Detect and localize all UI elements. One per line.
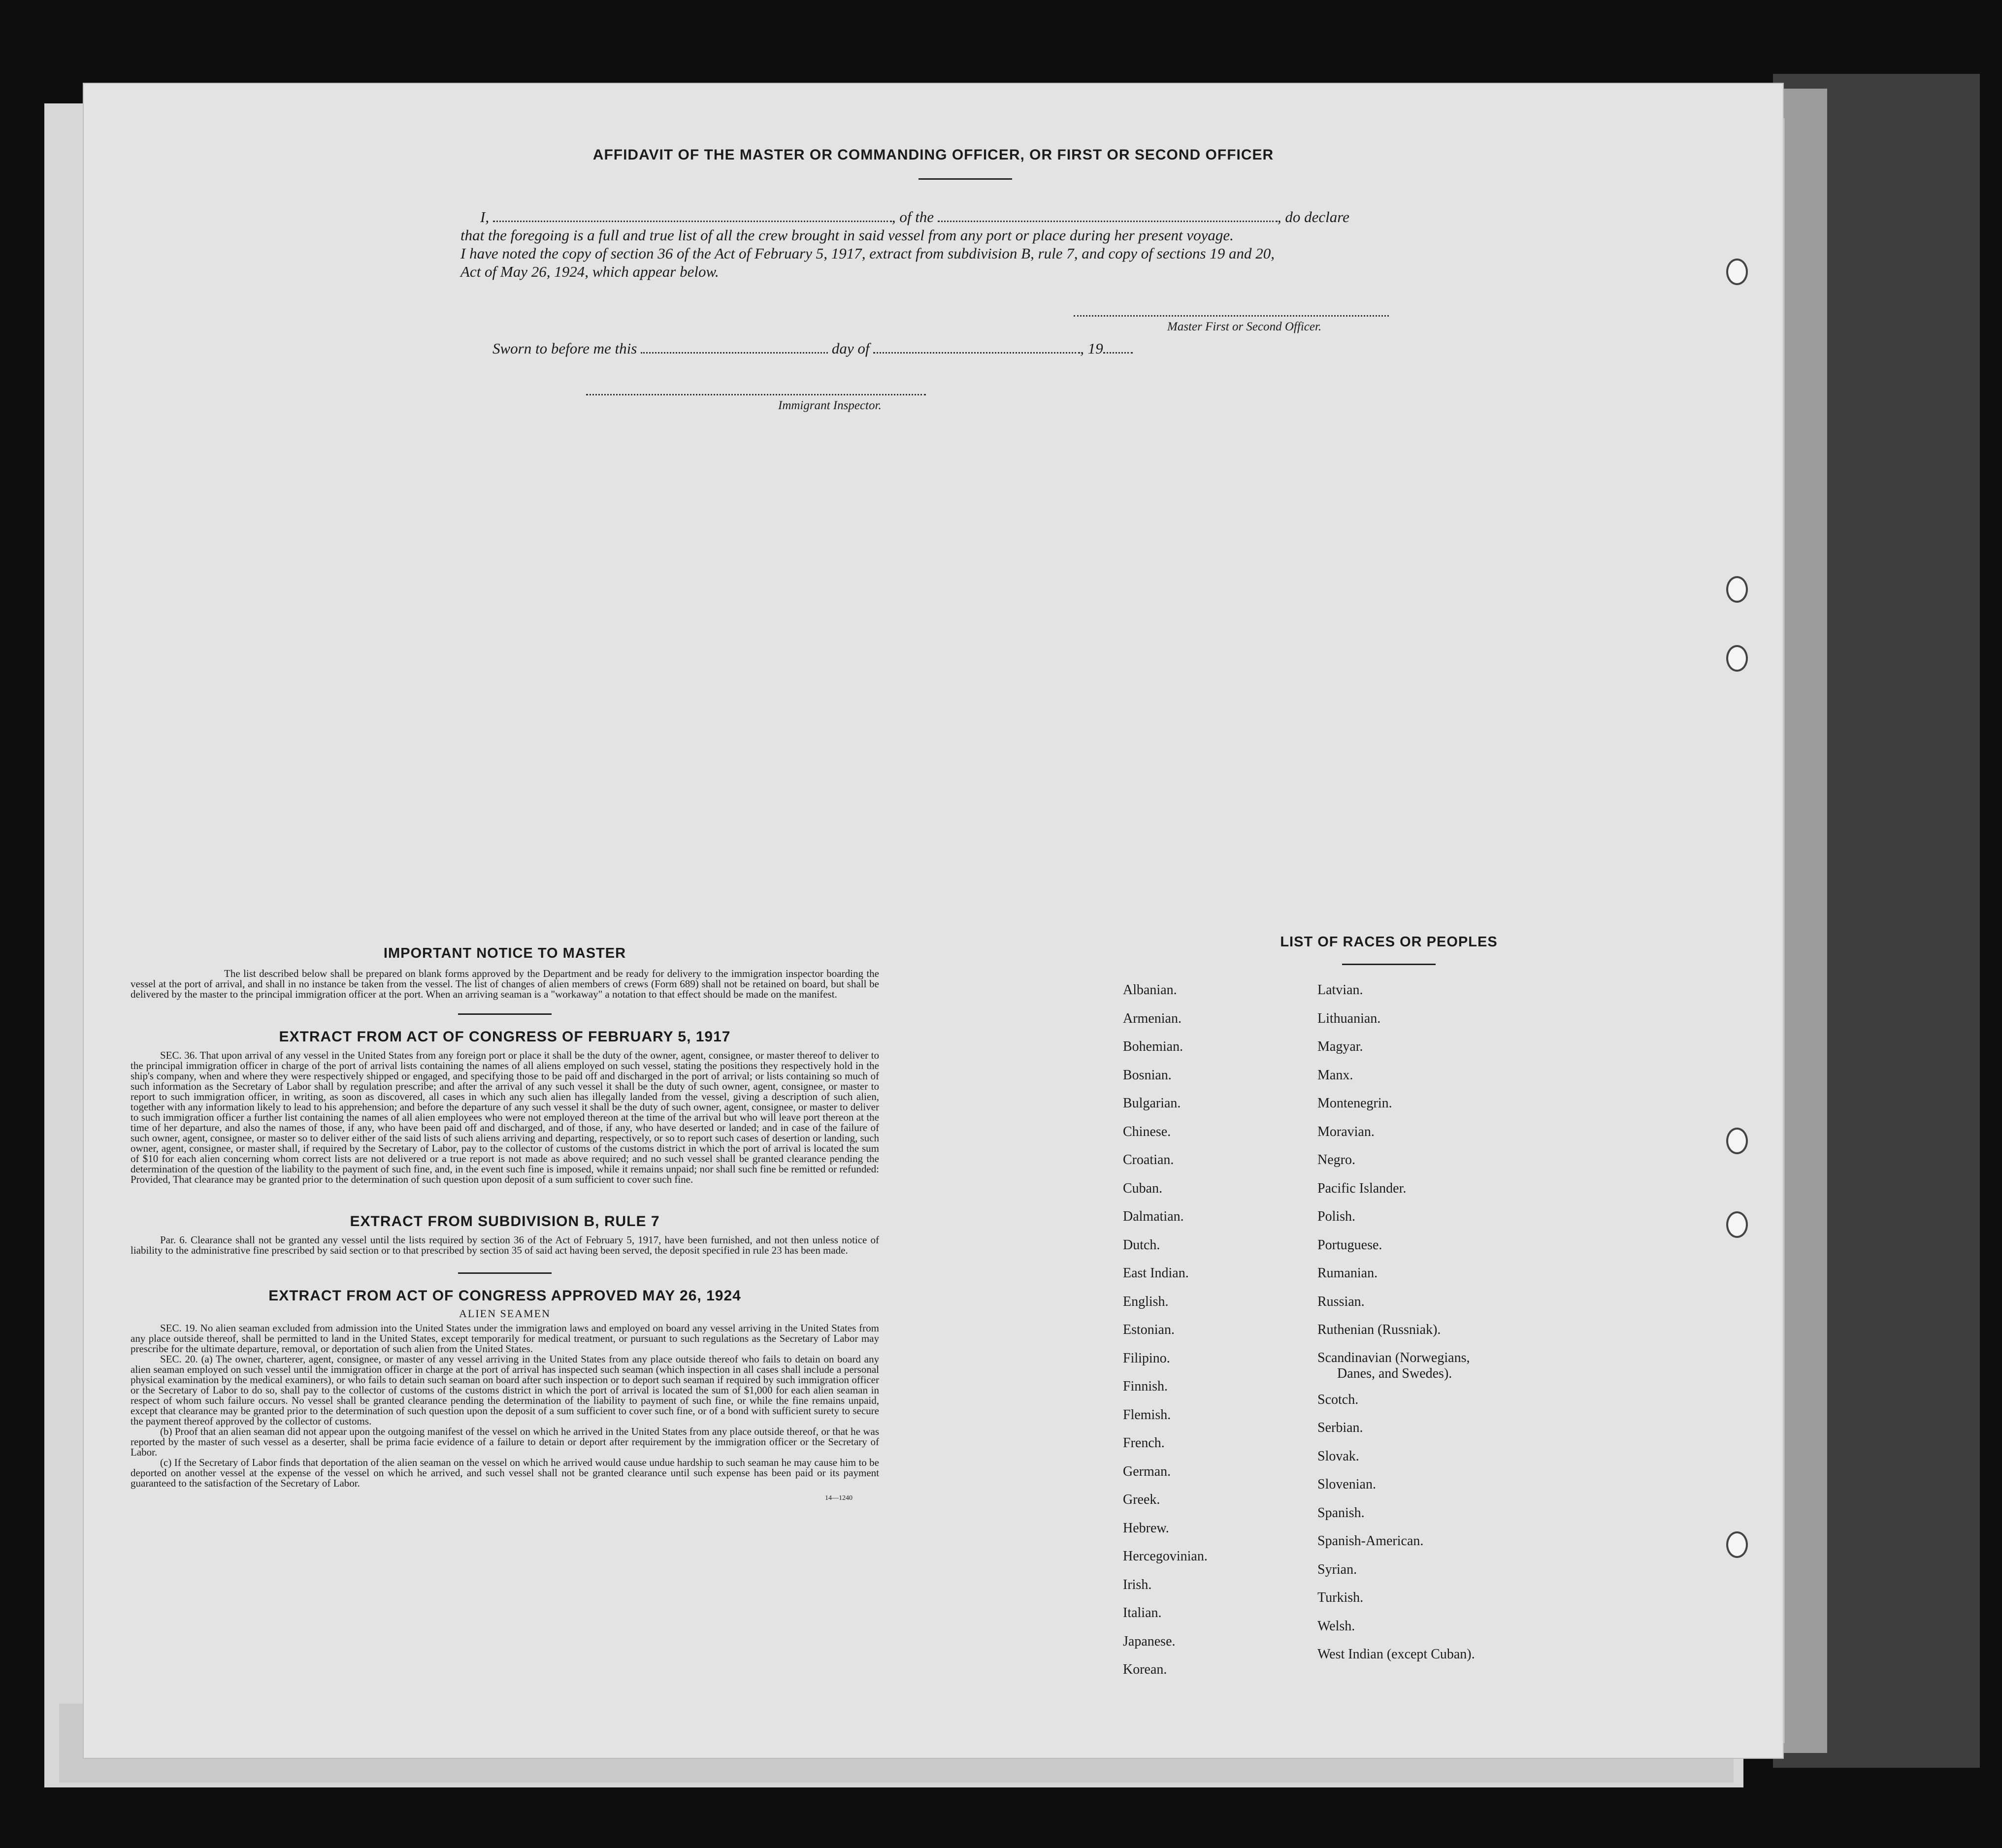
race-item: East Indian. bbox=[1123, 1265, 1189, 1281]
notice-rule bbox=[458, 1013, 552, 1015]
race-item: Syrian. bbox=[1317, 1561, 1357, 1577]
race-item: Pacific Islander. bbox=[1317, 1180, 1407, 1196]
extract-1924-sec20a: SEC. 20. (a) The owner, charterer, agent, consignee, or master of any vessel arriving in the United States from any place outside thereof who fails to detain on board any alien seaman employed on such vessel until the immigration officer in charge at the port of arrival has inspected such seaman (which inspection in all cases shall include a personal physical examination by the medical examiners), or who fails to detain such seaman on board after such inspection or to deport such seaman if required by such immigration officer or the Secretary of Labor to do so, shall pay to the collector of customs of the customs district in which the port of arrival is located the sum of $1,000 for each alien seaman in respect of whom such failure occurs. No vessel shall be granted clearance pending the determination of the liability to payment of such fine, or while the fine remains unpaid, except that clearance may be granted prior to the determination of such question upon the deposit of a sum sufficient to cover such fine, or of a bond with sufficient surety to secure the payment thereof approved by the collector of customs. bbox=[131, 1353, 879, 1427]
race-item: Bohemian. bbox=[1123, 1039, 1183, 1054]
race-item: Polish. bbox=[1317, 1209, 1356, 1224]
master-name-field[interactable] bbox=[493, 221, 892, 222]
race-item: Chinese. bbox=[1123, 1124, 1171, 1139]
race-item: Dutch. bbox=[1123, 1237, 1160, 1253]
punch-hole bbox=[1726, 1531, 1748, 1558]
race-item: Scandinavian (Norwegians, bbox=[1317, 1350, 1470, 1365]
sworn-label: Sworn to before me this bbox=[492, 340, 637, 357]
manifest-page bbox=[84, 84, 1783, 1758]
extract-1924-sec20b: (b) Proof that an alien seaman did not appear upon the outgoing manifest of the vessel on which he arrived in the United States from any place outside thereof, or that he was reported by the master of such vessel as a deserter, shall be prima facie evidence of a failure to detain or deport after requirement by the immigration officer or the Secretary of Labor. bbox=[131, 1426, 879, 1458]
sworn-line bbox=[492, 340, 1133, 357]
race-item: Montenegrin. bbox=[1317, 1096, 1392, 1111]
race-item: Russian. bbox=[1317, 1294, 1365, 1309]
race-item: Greek. bbox=[1123, 1492, 1160, 1507]
sworn-day-field[interactable] bbox=[641, 352, 828, 354]
year-label: , 19 bbox=[1080, 340, 1103, 357]
extract-1917-heading: EXTRACT FROM ACT OF CONGRESS OF FEBRUARY 5, 1917 bbox=[279, 1029, 731, 1045]
extract-1924-sec19: SEC. 19. No alien seaman excluded from admission into the United States under the immigration laws and employed on board any vessel arriving in the United States from any place outside thereof, shall be permitted to land in the United States, except temporarily for medical treatment, or pursuant to such regulations as the Secretary of Labor may prescribe for the ultimate departure, removal, or deportation of such alien from the United States. bbox=[131, 1322, 879, 1355]
affidavit-heading: AFFIDAVIT OF THE MASTER OR COMMANDING OFFICER, OR FIRST OR SECOND OFFICER bbox=[592, 147, 1274, 163]
race-item: Magyar. bbox=[1317, 1039, 1363, 1054]
extract-1917-body: SEC. 36. That upon arrival of any vessel in the United States from any foreign port or place it shall be the duty of the owner, agent, consignee, or master thereof to deliver to the principal immigration officer in charge of the port of arrival lists containing the names of all aliens employed on such vessel, stating the positions they respectively hold in the ship's company, when and where they were respectively shipped or engaged, and specifying those to be paid off and discharged in the port of arrival; or lists containing so much of such information as the Secretary of Labor shall by regulation prescribe; and after the arrival of any such vessel it shall be the duty of such owner, agent, consignee, or master to report to such immigration officer, in writing, as soon as discovered, all cases in which any such alien has illegally landed from the vessel, giving a description of such alien, together with any information likely to lead to his apprehension; and before the departure of any such vessel it shall be the duty of such owner, agent, consignee, or master to deliver to such immigration officer a further list containing the names of all alien employees who were not employed thereon at the time of the arrival but who will leave port thereon at the time of her departure, and also the names of those, if any, who have been paid off and discharged, and of those, if any, who have deserted or landed; and in case of the failure of such owner, agent, consignee, or master so to deliver either of the said lists of such aliens arriving and departing, respectively, or so to report such cases of desertion or landing, such owner, agent, consignee, or master shall, if required by the Secretary of Labor, pay to the collector of customs of the customs district in which the port of arrival is located the sum of $10 for each alien concerning whom correct lists are not delivered or a true report is not made as above required; and no such vessel shall be granted clearance pending the determination of the question of the liability to the payment of such fine, and, in the event such fine is imposed, while it remains unpaid; nor shall such fine be remitted or refunded: Provided, That clearance may be granted prior to the determination of such question upon deposit of a sum sufficient to cover such fine. bbox=[131, 1049, 879, 1185]
punch-hole bbox=[1726, 259, 1748, 285]
races-left-column bbox=[1123, 976, 1208, 1684]
affidavit-declaration bbox=[460, 208, 1500, 281]
extract-1924-heading: EXTRACT FROM ACT OF CONGRESS APPROVED MAY 26, 1924 bbox=[268, 1288, 741, 1304]
affidavit-i-label: I, bbox=[480, 208, 490, 226]
master-caption: Master First or Second Officer. bbox=[1167, 320, 1322, 333]
master-signature-field[interactable] bbox=[1074, 314, 1389, 317]
sworn-year-field[interactable] bbox=[1103, 352, 1133, 354]
race-item: Slovak. bbox=[1317, 1448, 1359, 1464]
race-item: Dalmatian. bbox=[1123, 1209, 1184, 1224]
race-item: Lithuanian. bbox=[1317, 1010, 1381, 1026]
race-item: Spanish. bbox=[1317, 1505, 1365, 1521]
race-item: English. bbox=[1123, 1294, 1169, 1309]
race-item: Hebrew. bbox=[1123, 1520, 1169, 1536]
race-item: Scotch. bbox=[1317, 1392, 1359, 1407]
sworn-month-field[interactable] bbox=[873, 352, 1080, 354]
extract-1924-sec20c: (c) If the Secretary of Labor finds that deportation of the alien seaman on the vessel on which he arrived would cause undue hardship to such seaman he may cause him to be deported on another vessel at the expense of the vessel on which he arrived, and such vessel shall not be granted clearance until such expense has been paid or its payment guaranteed to the satisfaction of the Secretary of Labor. bbox=[131, 1457, 879, 1489]
race-item: Serbian. bbox=[1317, 1420, 1363, 1435]
race-item: Ruthenian (Russniak). bbox=[1317, 1322, 1441, 1337]
races-right-column bbox=[1317, 976, 1475, 1669]
vessel-name-field[interactable] bbox=[938, 221, 1278, 222]
day-of-label: day of bbox=[831, 340, 870, 357]
race-item: Negro. bbox=[1317, 1152, 1355, 1167]
extract-rule7-rule bbox=[458, 1272, 552, 1274]
race-item: Latvian. bbox=[1317, 982, 1363, 998]
race-item: Croatian. bbox=[1123, 1152, 1174, 1167]
race-item: Albanian. bbox=[1123, 982, 1177, 998]
race-item: Welsh. bbox=[1317, 1618, 1355, 1634]
race-item: Portuguese. bbox=[1317, 1237, 1382, 1253]
affidavit-rule bbox=[919, 178, 1012, 180]
punch-hole bbox=[1726, 1211, 1748, 1238]
affidavit-line-2: that the foregoing is a full and true list of all the crew brought in said vessel from any port or place during her present voyage. bbox=[460, 227, 1234, 244]
race-item: French. bbox=[1123, 1435, 1165, 1451]
race-item: Moravian. bbox=[1317, 1124, 1375, 1139]
race-item: Estonian. bbox=[1123, 1322, 1175, 1337]
race-item: Japanese. bbox=[1123, 1633, 1176, 1649]
race-item: West Indian (except Cuban). bbox=[1317, 1647, 1475, 1662]
race-item: Hercegovinian. bbox=[1123, 1549, 1208, 1564]
affidavit-of-the-label: , of the bbox=[891, 208, 934, 226]
race-item: Turkish. bbox=[1317, 1590, 1364, 1605]
affidavit-line-4: Act of May 26, 1924, which appear below. bbox=[460, 263, 719, 280]
races-rule bbox=[1342, 964, 1436, 965]
race-item: Bosnian. bbox=[1123, 1067, 1172, 1083]
extract-rule7-body: Par. 6. Clearance shall not be granted any vessel until the lists required by section 36 of the Act of February 5, 1917, have been furnished, and not then unless notice of liability to the administrative fine prescribed by said section or to that prescribed by section 35 of said act having been served, the deposit specified in rule 23 has been made. bbox=[131, 1234, 879, 1256]
inspector-caption: Immigrant Inspector. bbox=[778, 399, 882, 412]
race-item: Italian. bbox=[1123, 1605, 1162, 1621]
race-item: Irish. bbox=[1123, 1577, 1152, 1592]
form-number: 14—1240 bbox=[825, 1494, 853, 1502]
race-item: German. bbox=[1123, 1463, 1171, 1479]
race-item: Slovenian. bbox=[1317, 1477, 1376, 1492]
notice-heading: IMPORTANT NOTICE TO MASTER bbox=[383, 945, 626, 961]
affidavit-line-3: I have noted the copy of section 36 of the Act of February 5, 1917, extract from subdivision B, rule 7, and copy of sections 19 and 20, bbox=[460, 245, 1275, 262]
extract-rule7-heading: EXTRACT FROM SUBDIVISION B, RULE 7 bbox=[350, 1213, 660, 1230]
inspector-signature-field[interactable] bbox=[586, 393, 926, 395]
race-item: Flemish. bbox=[1123, 1407, 1171, 1423]
race-item: Filipino. bbox=[1123, 1350, 1170, 1366]
notice-column bbox=[131, 945, 879, 1502]
race-item: Bulgarian. bbox=[1123, 1096, 1181, 1111]
punch-hole bbox=[1726, 1128, 1748, 1154]
alien-seamen-subheading: ALIEN SEAMEN bbox=[459, 1307, 551, 1320]
affidavit-do-declare-label: , do declare bbox=[1277, 208, 1349, 226]
race-item: Finnish. bbox=[1123, 1379, 1168, 1394]
punch-hole bbox=[1726, 645, 1748, 672]
notice-body: The list described below shall be prepared on blank forms approved by the Department and be ready for delivery to the immigration inspector boarding the vessel at the port of arrival, and shall in no instance be taken from the vessel. The list of changes of alien members of crews (Form 689) shall not be retained on board, but shall be delivered by the master to the principal immigration officer at the port. When an arriving seaman is a "workaway" a notation to that effect should be made on the manifest. bbox=[131, 968, 879, 1000]
race-item: Rumanian. bbox=[1317, 1265, 1378, 1281]
races-heading: LIST OF RACES OR PEOPLES bbox=[1280, 934, 1498, 950]
punch-hole bbox=[1726, 576, 1748, 603]
race-item: Armenian. bbox=[1123, 1010, 1182, 1026]
race-item: Cuban. bbox=[1123, 1180, 1163, 1196]
race-item: Spanish-American. bbox=[1317, 1533, 1424, 1549]
race-item: Manx. bbox=[1317, 1067, 1353, 1083]
race-item: Danes, and Swedes). bbox=[1337, 1365, 1452, 1381]
race-item: Korean. bbox=[1123, 1662, 1167, 1677]
